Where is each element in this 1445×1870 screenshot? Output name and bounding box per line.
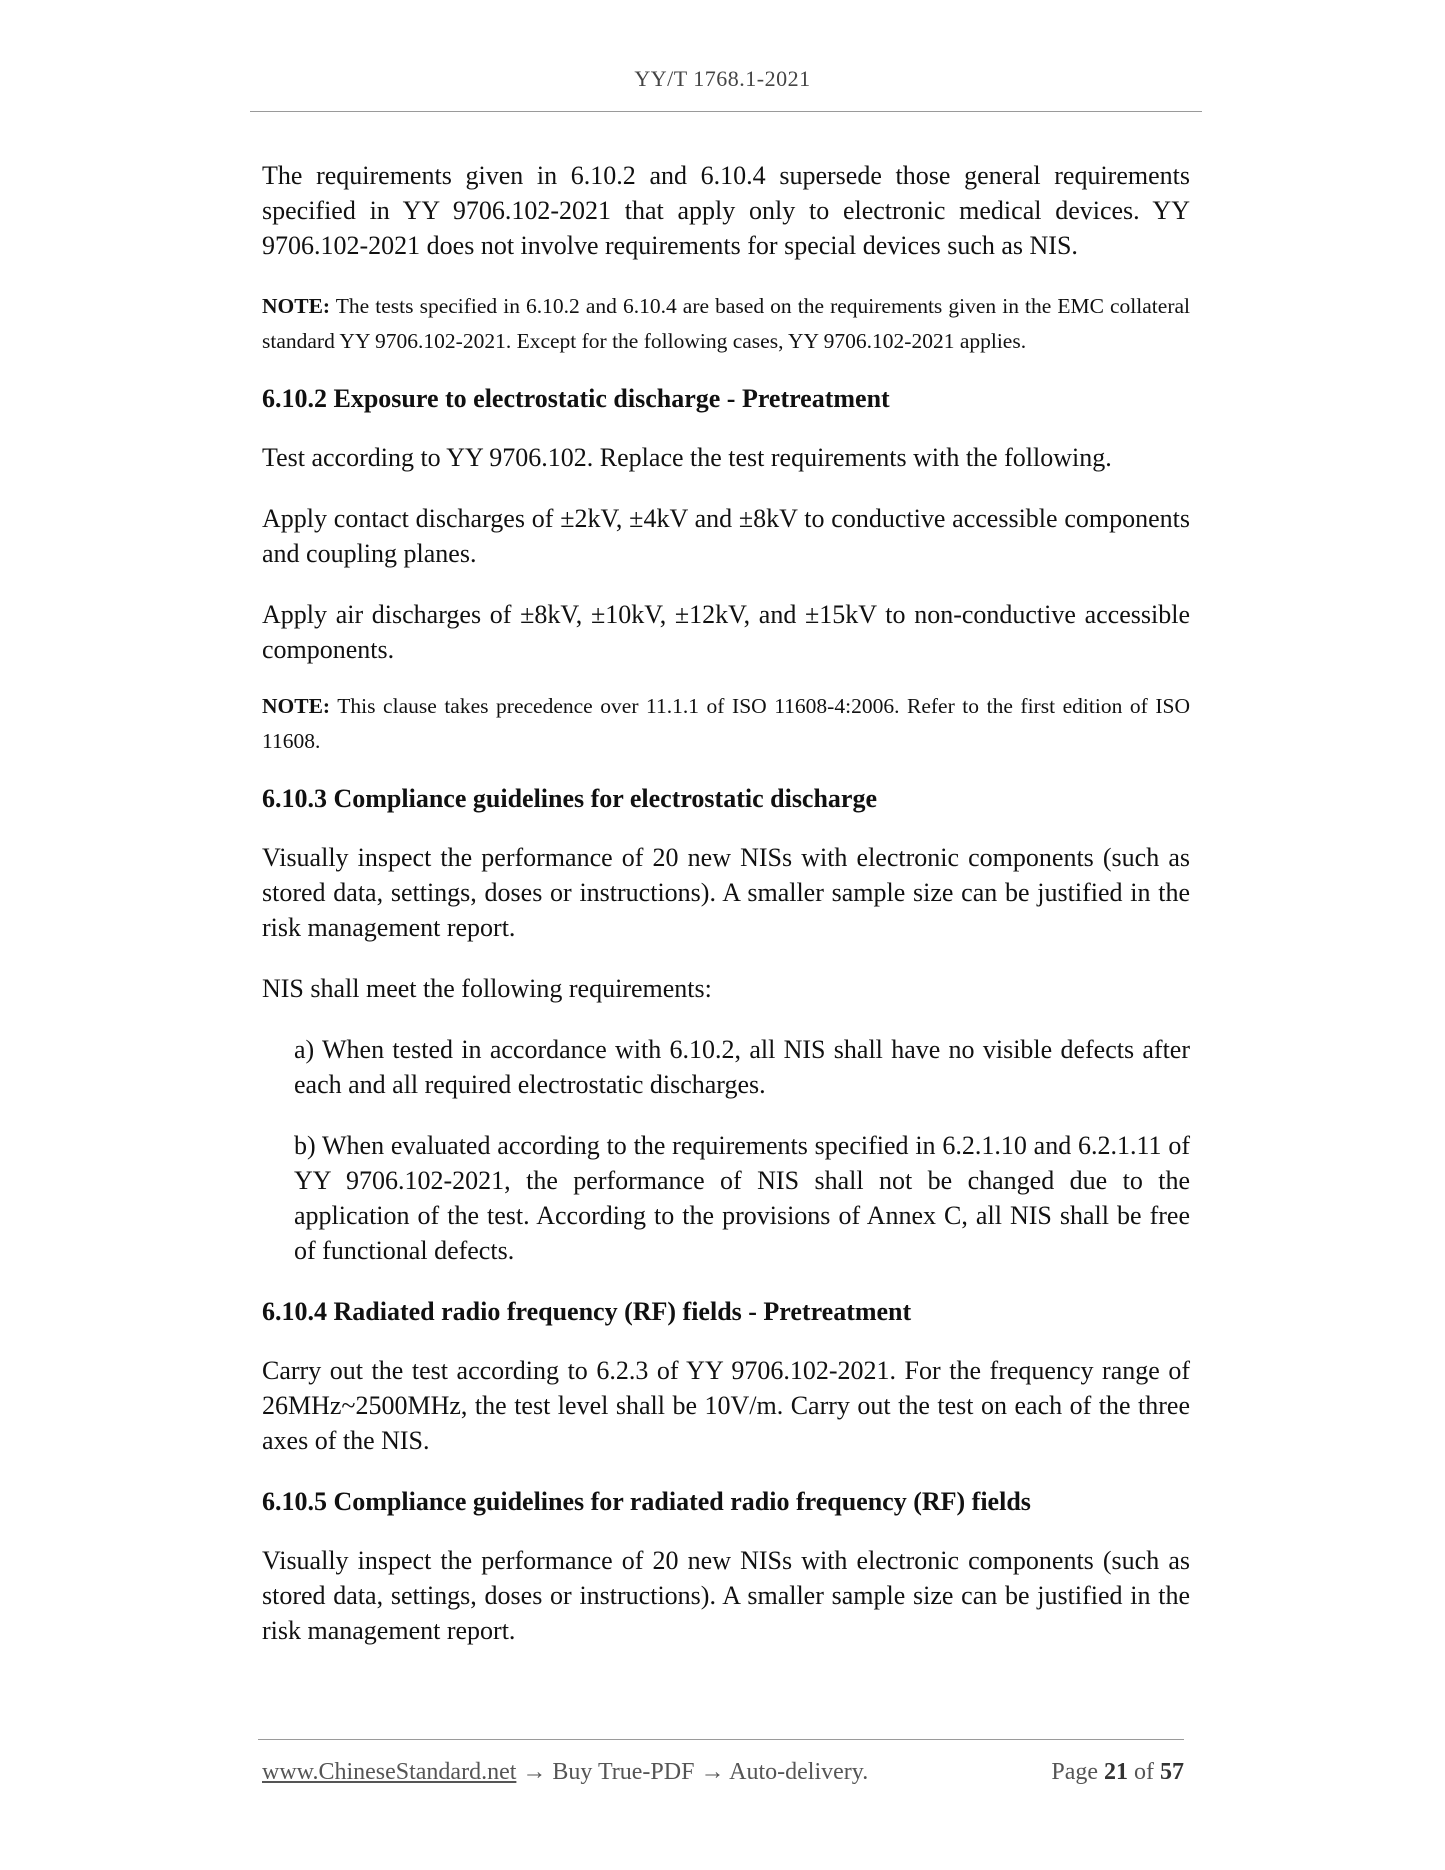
- paragraph-visual-inspect-esd: Visually inspect the performance of 20 new NISs with electronic components (such as stored data, settings, doses or instructions). A smaller sample size can be justified in the risk management report.: [262, 843, 1190, 942]
- heading-6-10-4: 6.10.4 Radiated radio frequency (RF) fields - Pretreatment: [262, 1297, 912, 1326]
- auto-delivery-text: Auto-delivery.: [729, 1759, 869, 1785]
- arrow-right-icon: →: [516, 1759, 553, 1785]
- paragraph-nis-requirements: NIS shall meet the following requirements:: [262, 974, 712, 1003]
- paragraph-air-discharges: Apply air discharges of ±8kV, ±10kV, ±12kV, and ±15kV to non-conductive accessible components.: [262, 600, 1190, 664]
- page-of-label: of: [1128, 1759, 1160, 1785]
- arrow-right-icon: →: [694, 1759, 730, 1785]
- paragraph-rf-test: Carry out the test according to 6.2.3 of YY 9706.102-2021. For the frequency range of 26MHz~2500MHz, the test level shall be 10V/m. Carry out the test on each of the three axes of the NIS.: [262, 1356, 1190, 1455]
- page-label: Page: [1051, 1759, 1104, 1785]
- paragraph-test-according: Test according to YY 9706.102. Replace the test requirements with the following.: [262, 443, 1112, 472]
- list-item-a: a) When tested in accordance with 6.10.2, all NIS shall have no visible defects after each and all required electrostatic discharges.: [294, 1035, 1190, 1099]
- header-standard-number: YY/T 1768.1-2021: [634, 66, 811, 91]
- page-number-indicator: [1051, 1757, 1184, 1787]
- total-page-number: 57: [1160, 1759, 1184, 1785]
- note-1-label: NOTE:: [262, 294, 331, 318]
- page-content: [262, 158, 1190, 1674]
- paragraph-contact-discharges: Apply contact discharges of ±2kV, ±4kV and ±8kV to conductive accessible components and coupling planes.: [262, 504, 1190, 568]
- website-link[interactable]: www.ChineseStandard.net: [262, 1759, 517, 1785]
- buy-true-pdf-text: Buy True-PDF: [552, 1759, 695, 1785]
- heading-6-10-5: 6.10.5 Compliance guidelines for radiated radio frequency (RF) fields: [262, 1487, 1031, 1516]
- note-2-label: NOTE:: [262, 694, 331, 718]
- heading-6-10-3: 6.10.3 Compliance guidelines for electrostatic discharge: [262, 784, 878, 813]
- footer-divider: [258, 1739, 1184, 1740]
- header-divider: [250, 111, 1202, 112]
- note-2-text: This clause takes precedence over 11.1.1 of ISO 11608-4:2006. Refer to the first edition of ISO 11608.: [262, 694, 1190, 753]
- note-1-text: The tests specified in 6.10.2 and 6.10.4 are based on the requirements given in the EMC collateral standard YY 9706.102-2021. Except for the following cases, YY 9706.102-2021 applies.: [262, 294, 1190, 353]
- intro-paragraph: The requirements given in 6.10.2 and 6.10.4 supersede those general requirements specified in YY 9706.102-2021 that apply only to electronic medical devices. YY 9706.102-2021 does not involve requirements for special devices such as NIS.: [262, 161, 1190, 260]
- paragraph-visual-inspect-rf: Visually inspect the performance of 20 new NISs with electronic components (such as stored data, settings, doses or instructions). A smaller sample size can be justified in the risk management report.: [262, 1546, 1190, 1645]
- footer-promo: [262, 1757, 868, 1787]
- current-page-number: 21: [1104, 1759, 1128, 1785]
- note-2: [262, 689, 1190, 759]
- list-item-b: b) When evaluated according to the requirements specified in 6.2.1.10 and 6.2.1.11 of YY 9706.102-2021, the performance of NIS shall not be changed due to the application of the test. According to the provisions of Annex C, all NIS shall be free of functional defects.: [294, 1131, 1190, 1265]
- heading-6-10-2: 6.10.2 Exposure to electrostatic discharge - Pretreatment: [262, 384, 890, 413]
- note-1: [262, 289, 1190, 359]
